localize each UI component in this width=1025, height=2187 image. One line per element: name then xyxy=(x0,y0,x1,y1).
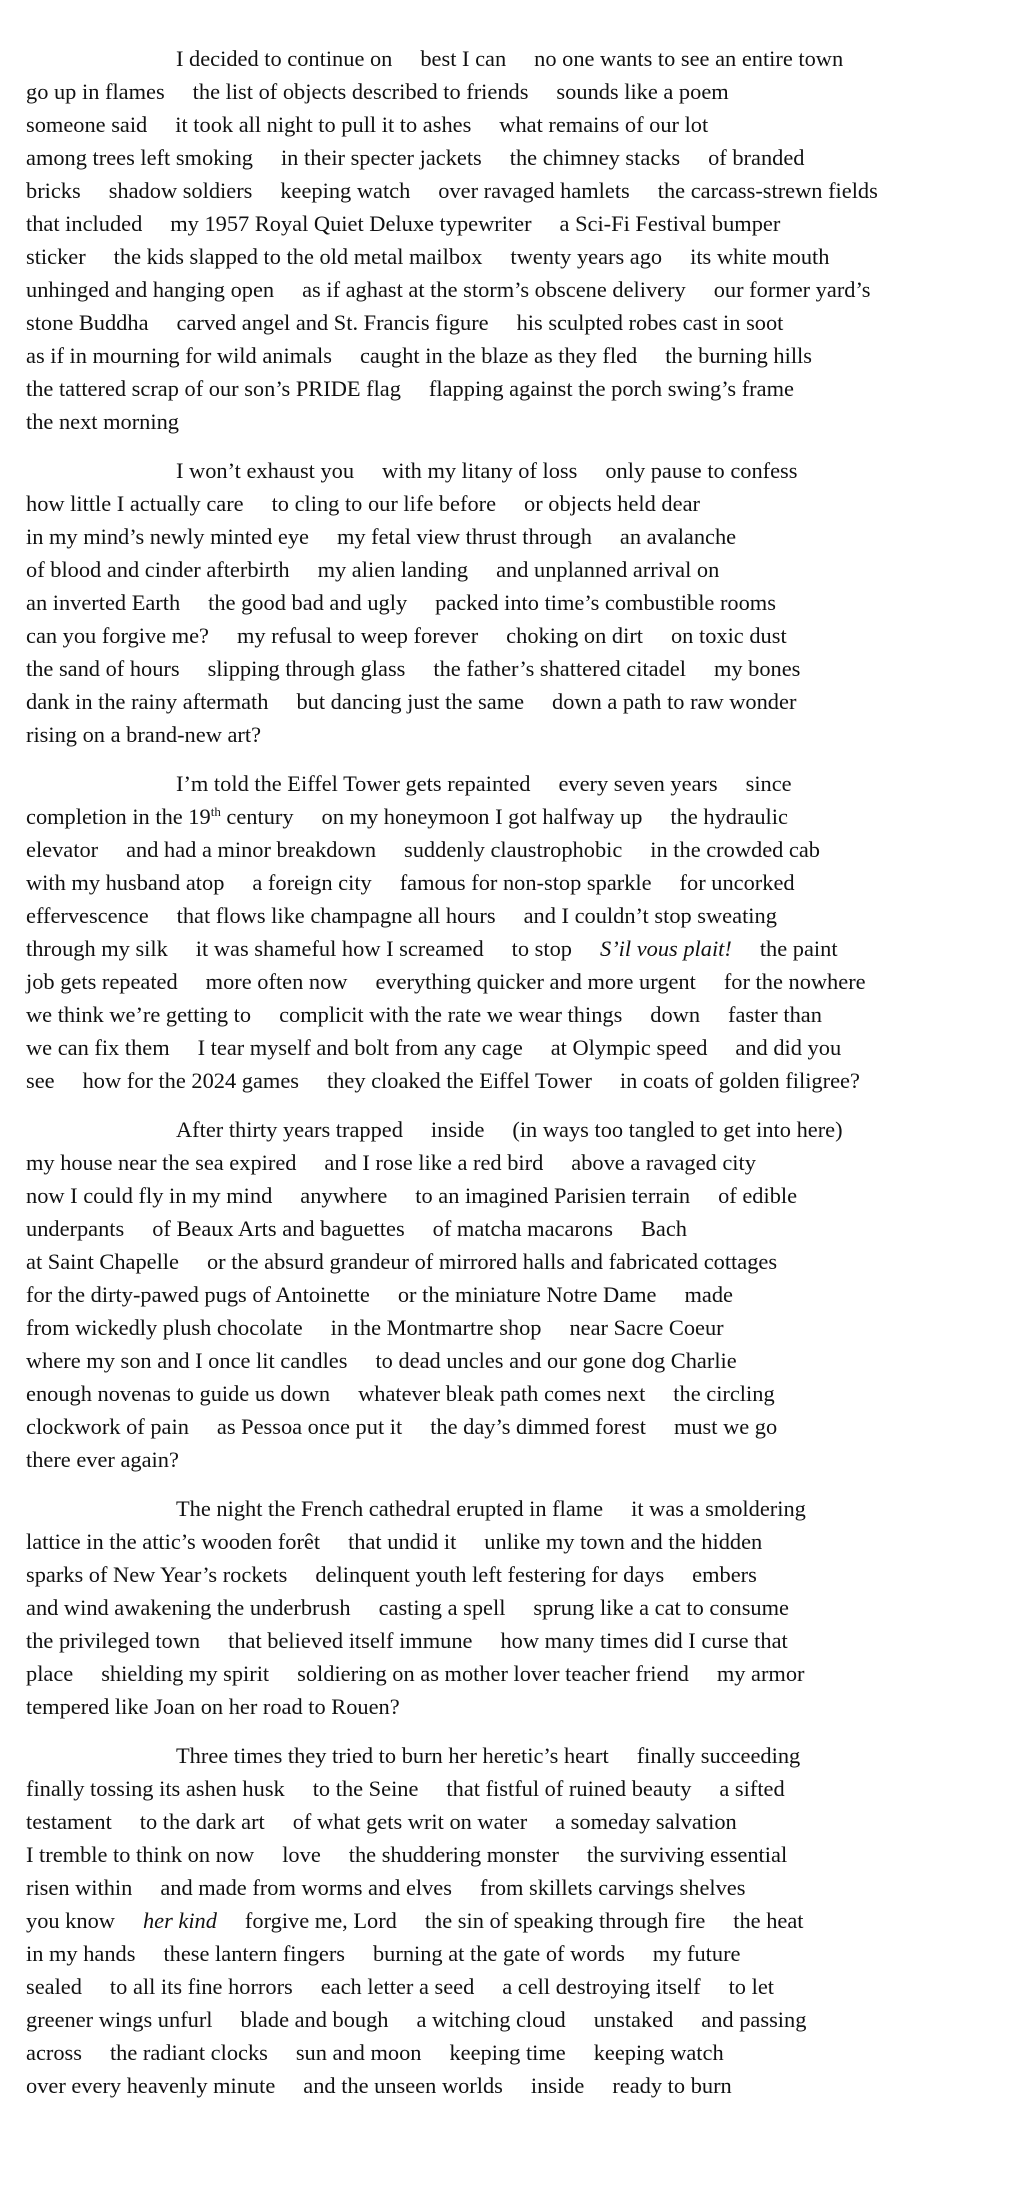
poem-line: my house near the sea expired and I rose like a red bird above a ravaged city xyxy=(26,1150,756,1175)
poem-line: effervescence that flows like champagne all hours and I couldn’t stop sweating xyxy=(26,903,777,928)
poem-line: clockwork of pain as Pessoa once put it the day’s dimmed forest must we go xyxy=(26,1414,778,1439)
poem-line: how little I actually care to cling to our life before or objects held dear xyxy=(26,491,700,516)
poem-line: now I could fly in my mind anywhere to an imagined Parisien terrain of edible xyxy=(26,1183,798,1208)
poem-line: underpants of Beaux Arts and baguettes of matcha macarons Bach xyxy=(26,1216,687,1241)
poem xyxy=(26,42,1006,2118)
poem-line: lattice in the attic’s wooden forêt that undid it unlike my town and the hidden xyxy=(26,1529,763,1554)
line-text: forgive me, Lord the sin of speaking through fire the heat xyxy=(216,1908,804,1933)
poem-line: The night the French cathedral erupted in flame it was a smoldering xyxy=(176,1496,806,1521)
poem-line: Three times they tried to burn her heretic’s heart finally succeeding xyxy=(176,1743,801,1768)
poem-line xyxy=(26,1904,1006,1937)
poem-line: sparks of New Year’s rockets delinquent youth left festering for days embers xyxy=(26,1562,757,1587)
poem-line: place shielding my spirit soldiering on as mother lover teacher friend my armor xyxy=(26,1661,805,1686)
poem-line: testament to the dark art of what gets writ on water a someday salvation xyxy=(26,1809,737,1834)
poem-line xyxy=(26,932,1006,965)
poem-line: we think we’re getting to complicit with the rate we wear things down faster than xyxy=(26,1002,822,1027)
poem-line: as if in mourning for wild animals caught in the blaze as they fled the burning hills xyxy=(26,343,812,368)
poem-line: that included my 1957 Royal Quiet Deluxe typewriter a Sci-Fi Festival bumper xyxy=(26,211,781,236)
stanza-5 xyxy=(26,1492,1006,1723)
italic-phrase: S’il vous plait! xyxy=(600,936,732,961)
poem-line: stone Buddha carved angel and St. Francis figure his sculpted robes cast in soot xyxy=(26,310,784,335)
stanza-1 xyxy=(26,42,1006,438)
poem-line: from wickedly plush chocolate in the Montmartre shop near Sacre Coeur xyxy=(26,1315,724,1340)
poem-line: we can fix them I tear myself and bolt from any cage at Olympic speed and did you xyxy=(26,1035,842,1060)
poem-line: bricks shadow soldiers keeping watch over ravaged hamlets the carcass-strewn fields xyxy=(26,178,878,203)
poem-line: job gets repeated more often now everything quicker and more urgent for the nowhere xyxy=(26,969,866,994)
line-text: century on my honeymoon I got halfway up the hydraulic xyxy=(220,804,788,829)
line-text: through my silk it was shameful how I screamed to stop xyxy=(26,936,600,961)
line-text: completion in the 19 xyxy=(26,804,211,829)
poem-line: rising on a brand-new art? xyxy=(26,722,262,747)
poem-line: go up in flames the list of objects described to friends sounds like a poem xyxy=(26,79,729,104)
poem-line: unhinged and hanging open as if aghast at the storm’s obscene delivery our former yard’s xyxy=(26,277,871,302)
poem-line: can you forgive me? my refusal to weep forever choking on dirt on toxic dust xyxy=(26,623,787,648)
poem-line: I tremble to think on now love the shuddering monster the surviving essential xyxy=(26,1842,788,1867)
poem-line: see how for the 2024 games they cloaked the Eiffel Tower in coats of golden filigree? xyxy=(26,1068,860,1093)
poem-line: over every heavenly minute and the unseen worlds inside ready to burn xyxy=(26,2073,732,2098)
stanza-3 xyxy=(26,767,1006,1097)
poem-line: someone said it took all night to pull it to ashes what remains of our lot xyxy=(26,112,709,137)
poem-line: I won’t exhaust you with my litany of loss only pause to confess xyxy=(176,458,798,483)
line-text: the paint xyxy=(731,936,838,961)
poem-line: the sand of hours slipping through glass the father’s shattered citadel my bones xyxy=(26,656,801,681)
poem-line: across the radiant clocks sun and moon keeping time keeping watch xyxy=(26,2040,724,2065)
poem-line: at Saint Chapelle or the absurd grandeur of mirrored halls and fabricated cottages xyxy=(26,1249,778,1274)
poem-line: greener wings unfurl blade and bough a witching cloud unstaked and passing xyxy=(26,2007,807,2032)
poem-line: in my mind’s newly minted eye my fetal view thrust through an avalanche xyxy=(26,524,737,549)
poem-line: sealed to all its fine horrors each letter a seed a cell destroying itself to let xyxy=(26,1974,774,1999)
poem-line: where my son and I once lit candles to dead uncles and our gone dog Charlie xyxy=(26,1348,737,1373)
stanza-2 xyxy=(26,454,1006,751)
poem-line: an inverted Earth the good bad and ugly packed into time’s combustible rooms xyxy=(26,590,776,615)
stanza-4 xyxy=(26,1113,1006,1476)
poem-line: enough novenas to guide us down whatever bleak path comes next the circling xyxy=(26,1381,775,1406)
poem-line: in my hands these lantern fingers burning at the gate of words my future xyxy=(26,1941,741,1966)
stanza-6 xyxy=(26,1739,1006,2102)
poem-line: I decided to continue on best I can no one wants to see an entire town xyxy=(176,46,844,71)
poem-line: sticker the kids slapped to the old metal mailbox twenty years ago its white mouth xyxy=(26,244,830,269)
poem-line: for the dirty-pawed pugs of Antoinette or the miniature Notre Dame made xyxy=(26,1282,733,1307)
poem-line: the tattered scrap of our son’s PRIDE flag flapping against the porch swing’s frame xyxy=(26,376,794,401)
poem-line: risen within and made from worms and elves from skillets carvings shelves xyxy=(26,1875,746,1900)
poem-line: the privileged town that believed itself immune how many times did I curse that xyxy=(26,1628,788,1653)
superscript-ordinal: th xyxy=(210,804,221,819)
poem-line: there ever again? xyxy=(26,1447,179,1472)
poem-line: After thirty years trapped inside (in ways too tangled to get into here) xyxy=(176,1117,843,1142)
line-text: you know xyxy=(26,1908,143,1933)
poem-line: with my husband atop a foreign city famous for non-stop sparkle for uncorked xyxy=(26,870,795,895)
poem-line: finally tossing its ashen husk to the Seine that fistful of ruined beauty a sifted xyxy=(26,1776,785,1801)
poem-line: the next morning xyxy=(26,409,179,434)
poem-line: tempered like Joan on her road to Rouen? xyxy=(26,1694,400,1719)
italic-phrase: her kind xyxy=(142,1908,217,1933)
poem-line: dank in the rainy aftermath but dancing just the same down a path to raw wonder xyxy=(26,689,797,714)
poem-line: elevator and had a minor breakdown suddenly claustrophobic in the crowded cab xyxy=(26,837,821,862)
poem-line: of blood and cinder afterbirth my alien landing and unplanned arrival on xyxy=(26,557,720,582)
poem-line xyxy=(26,800,1006,833)
poem-line: I’m told the Eiffel Tower gets repainted every seven years since xyxy=(176,771,792,796)
poem-line: among trees left smoking in their specter jackets the chimney stacks of branded xyxy=(26,145,805,170)
poem-line: and wind awakening the underbrush casting a spell sprung like a cat to consume xyxy=(26,1595,789,1620)
